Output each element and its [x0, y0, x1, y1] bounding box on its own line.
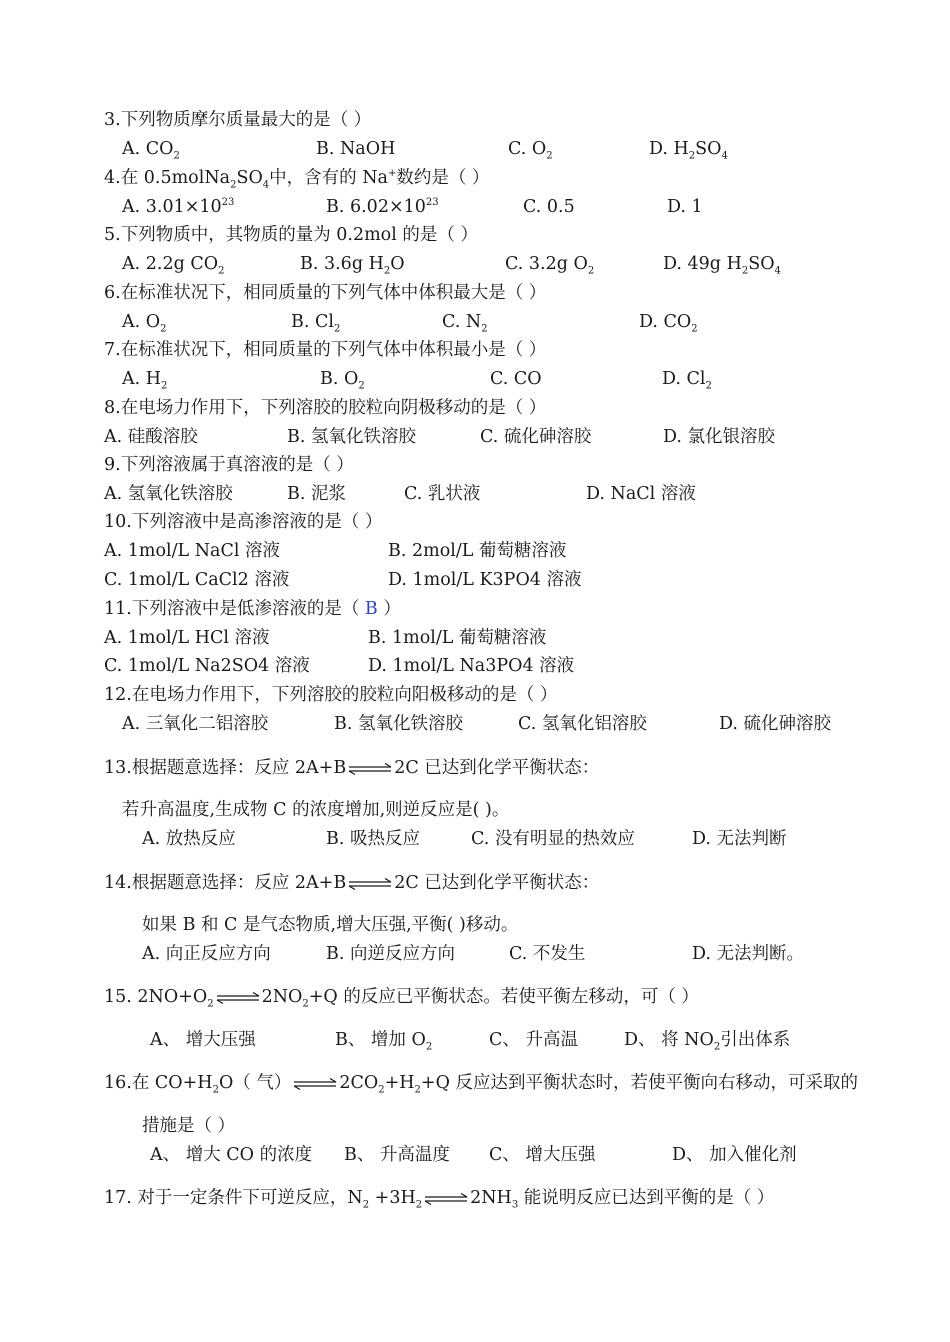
q3-option-d: D. $H_2SO_4$ — [649, 139, 728, 162]
q10-option-d: D. 1mol/L K3PO4 溶液 — [388, 570, 582, 590]
q5-option-b: B. 3.6g $H_2O$ — [300, 254, 405, 277]
q8-stem: 8.在电场力作用下，下列溶胶的胶粒向阴极移动的是（ ） — [104, 398, 547, 418]
q14-condition: 如果 B 和 C 是气态物质,增大压强,平衡( )移动。 — [142, 915, 519, 935]
q14-option-a: A. 向正反应方向 — [142, 944, 271, 964]
q15-option-c: C、 升高温 — [489, 1030, 578, 1050]
q16-stem-line2: 措施是（ ） — [142, 1116, 236, 1136]
q3-stem: 3.下列物质摩尔质量最大的是（ ） — [104, 110, 372, 130]
q16-option-c: C、 增大压强 — [489, 1145, 596, 1165]
q9-option-b: B. 泥浆 — [287, 484, 346, 504]
q10-stem: 10.下列溶液中是高渗溶液的是（ ） — [104, 512, 383, 532]
q4-option-a: A. $3.01\times 10^{23}$ — [122, 197, 235, 217]
q7-option-b: B. $O_2$ — [320, 369, 365, 392]
q7-option-a: A. $H_2$ — [122, 369, 168, 392]
q6-stem: 6.在标准状况下，相同质量的下列气体中体积最大是（ ） — [104, 283, 547, 303]
q8-option-a: A. 硅酸溶胶 — [104, 427, 198, 447]
q5-option-c: C. 3.2g $O_2$ — [505, 254, 595, 277]
q9-option-d: D. NaCl 溶液 — [586, 484, 696, 504]
q15-stem: 15. $2NO+O_2$ $2NO_2+Q$ 的反应已平衡状态。若使平衡左移动，可（ ） — [104, 987, 699, 1010]
q6-option-d: D. $CO_2$ — [639, 312, 698, 335]
q11-option-c: C. 1mol/L Na2SO4 溶液 — [104, 656, 310, 676]
q15-option-a: A、 增大压强 — [150, 1030, 256, 1050]
q11-answer: B — [364, 599, 378, 619]
equilibrium-arrow-icon — [215, 992, 261, 1004]
q16-option-b: B、 升高温度 — [344, 1145, 450, 1165]
q16-option-d: D、 加入催化剂 — [672, 1145, 797, 1165]
q12-option-d: D. 硫化砷溶胶 — [719, 714, 832, 734]
q4-option-d: D. 1 — [667, 197, 703, 217]
q8-option-d: D. 氯化银溶胶 — [663, 427, 776, 447]
q11-stem: 11.下列溶液中是低渗溶液的是（ B ） — [104, 599, 401, 619]
q13-option-c: C. 没有明显的热效应 — [471, 829, 635, 849]
q3-option-c: C. $O_2$ — [508, 139, 553, 162]
q7-option-c: C. CO — [490, 369, 542, 389]
q5-option-a: A. 2.2g $CO_2$ — [122, 254, 225, 277]
q10-option-c: C. 1mol/L CaCl2 溶液 — [104, 570, 290, 590]
q13-option-a: A. 放热反应 — [142, 829, 236, 849]
q10-option-b: B. 2mol/L 葡萄糖溶液 — [388, 541, 567, 561]
q12-option-b: B. 氢氧化铁溶胶 — [334, 714, 463, 734]
q16-option-a: A、 增大 CO 的浓度 — [150, 1145, 313, 1165]
q16-stem: 16.在 $CO+H_2O$（ 气） $2CO_2+H_2+Q$ 反应达到平衡状态时，若使平衡向右移动，可采取的 — [104, 1073, 858, 1096]
equilibrium-arrow-icon — [292, 1078, 338, 1090]
q6-option-a: A. $O_2$ — [122, 312, 167, 335]
q14-option-b: B. 向逆反应方向 — [326, 944, 455, 964]
q11-option-d: D. 1mol/L Na3PO4 溶液 — [368, 656, 575, 676]
q9-option-c: C. 乳状液 — [404, 484, 481, 504]
q13-option-d: D. 无法判断 — [692, 829, 787, 849]
equilibrium-arrow-icon — [423, 1193, 469, 1205]
q13-stem: 13.根据题意选择：反应 2A+B 2C 已达到化学平衡状态： — [104, 758, 600, 778]
q5-option-d: D. 49g $H_2SO_4$ — [663, 254, 781, 277]
q12-stem: 12.在电场力作用下，下列溶胶的胶粒向阳极移动的是（ ） — [104, 685, 558, 705]
q5-stem: 5.下列物质中，其物质的量为 0.2mol 的是（ ） — [104, 225, 478, 245]
q9-option-a: A. 氢氧化铁溶胶 — [104, 484, 233, 504]
q12-option-a: A. 三氧化二铝溶胶 — [122, 714, 269, 734]
q4-option-c: C. 0.5 — [523, 197, 575, 217]
q11-option-a: A. 1mol/L HCl 溶液 — [104, 628, 270, 648]
equilibrium-arrow-icon — [347, 878, 393, 890]
q7-option-d: D. $Cl_2$ — [662, 369, 712, 392]
q12-option-c: C. 氢氧化铝溶胶 — [518, 714, 647, 734]
q15-option-b: B、 增加 $O_2$ — [335, 1030, 433, 1053]
q14-stem: 14.根据题意选择：反应 2A+B 2C 已达到化学平衡状态： — [104, 873, 600, 893]
q6-option-c: C. $N_2$ — [442, 312, 488, 335]
q15-option-d: D、 将 $NO_2$引出体系 — [624, 1030, 791, 1053]
q14-option-d: D. 无法判断。 — [692, 944, 805, 964]
q13-option-b: B. 吸热反应 — [326, 829, 420, 849]
q3-option-b: B. NaOH — [316, 139, 396, 159]
q7-stem: 7.在标准状况下，相同质量的下列气体中体积最小是（ ） — [104, 340, 547, 360]
q13-condition: 若升高温度,生成物 C 的浓度增加,则逆反应是( )。 — [122, 800, 510, 820]
equilibrium-arrow-icon — [347, 763, 393, 775]
q4-stem: 4.在 $0.5molNa_2SO_4$中，含有的 Na+数约是（ ） — [104, 168, 490, 191]
q3-option-a: A. $CO_2$ — [122, 139, 180, 162]
q8-option-c: C. 硫化砷溶胶 — [480, 427, 592, 447]
q11-option-b: B. 1mol/L 葡萄糖溶液 — [368, 628, 547, 648]
q4-option-b: B. $6.02\times 10^{23}$ — [326, 197, 439, 217]
q6-option-b: B. $Cl_2$ — [291, 312, 341, 335]
q14-option-c: C. 不发生 — [509, 944, 586, 964]
q10-option-a: A. 1mol/L NaCl 溶液 — [104, 541, 280, 561]
q9-stem: 9.下列溶液属于真溶液的是（ ） — [104, 455, 354, 475]
q8-option-b: B. 氢氧化铁溶胶 — [287, 427, 416, 447]
q17-stem: 17. 对于一定条件下可逆反应，$N_2 +3H_2$ $2NH_3$ 能说明反应已达到平衡的是（ ） — [104, 1188, 775, 1211]
